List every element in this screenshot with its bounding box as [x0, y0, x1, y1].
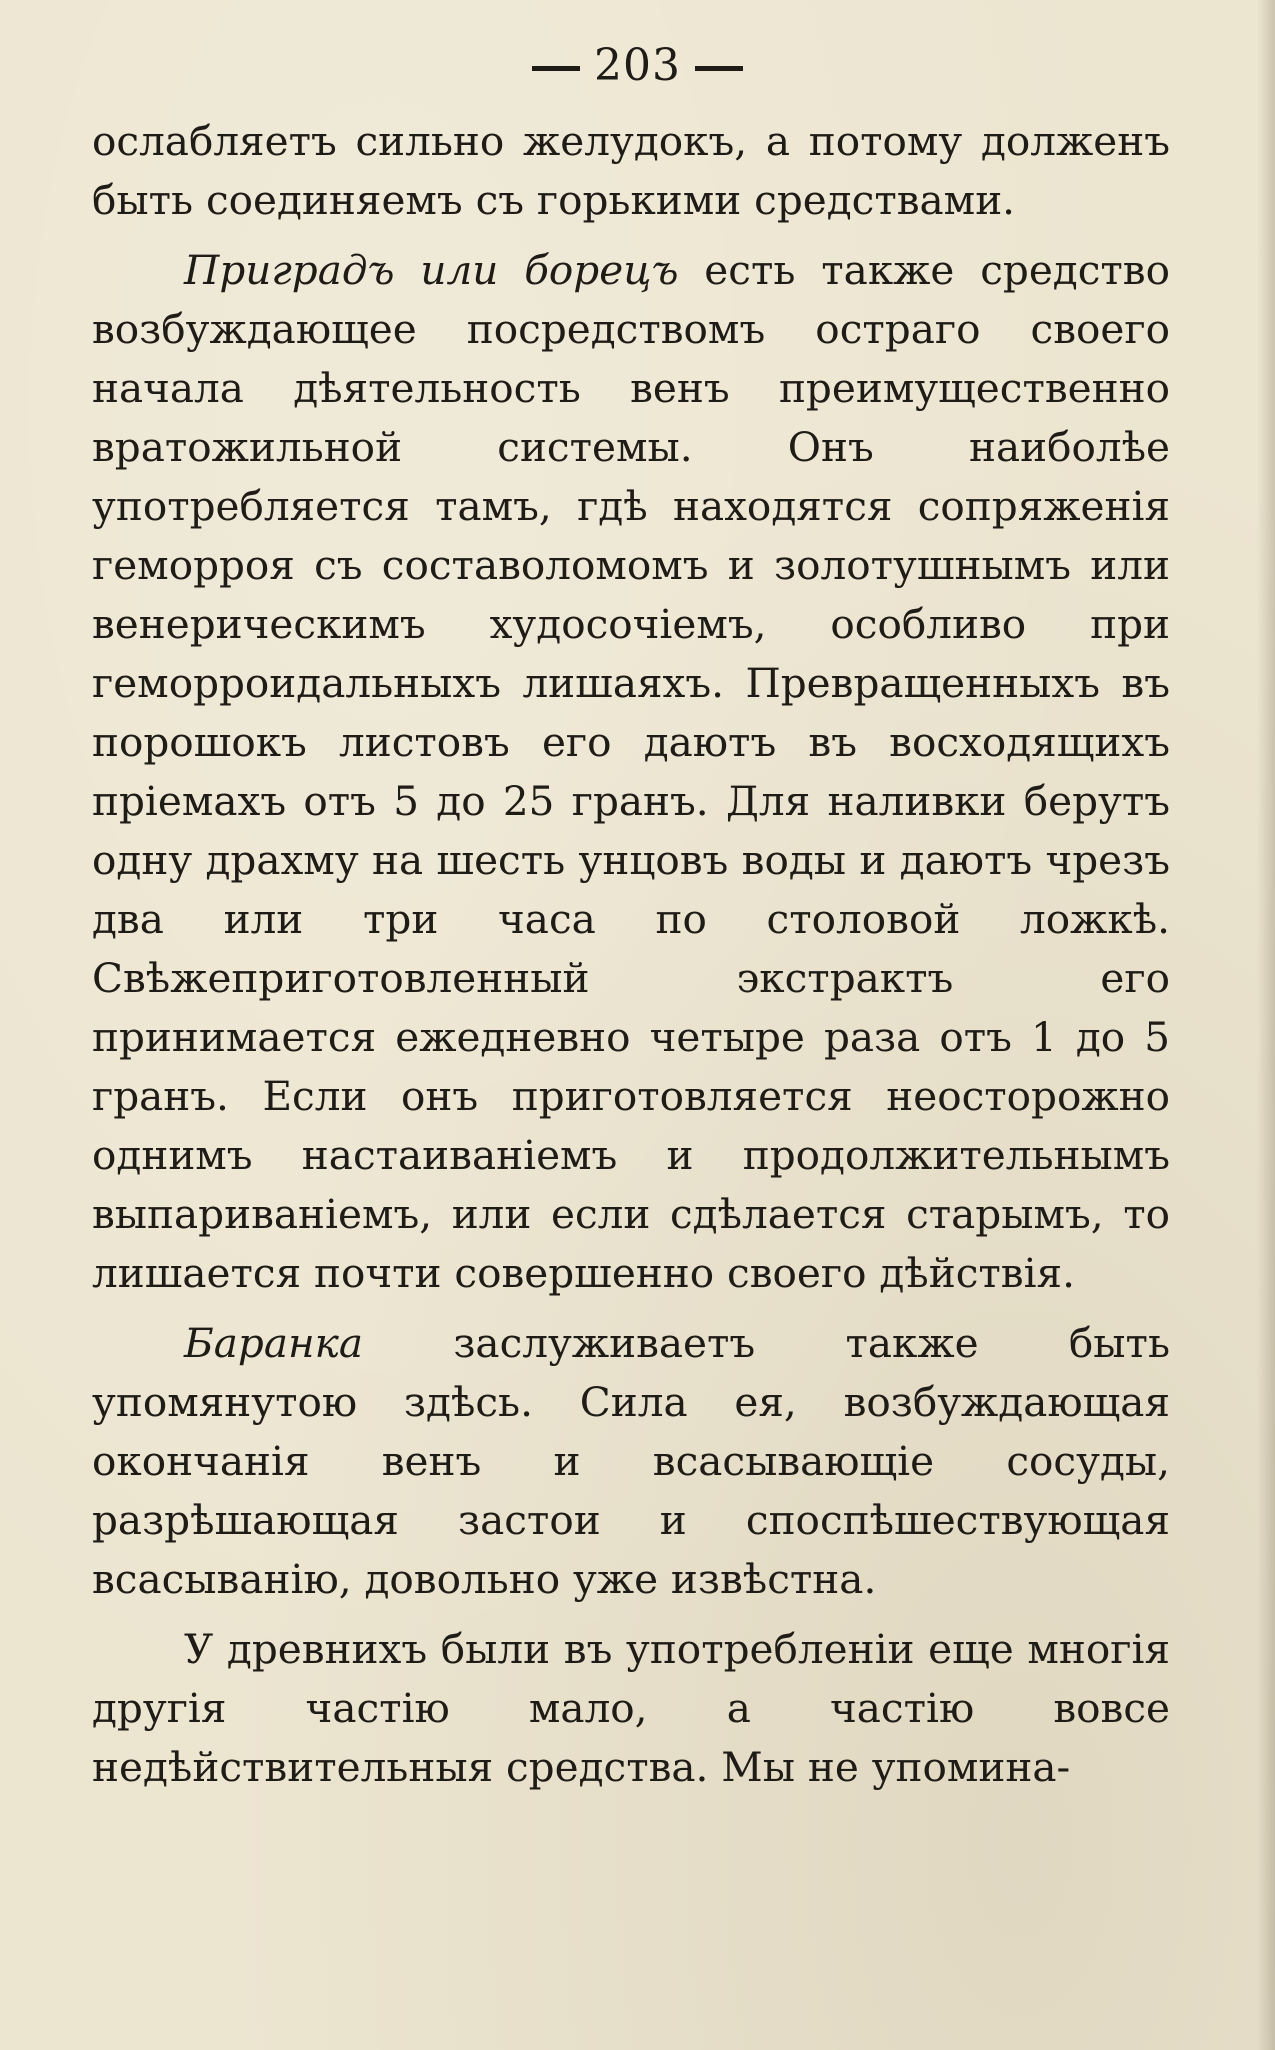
left-dash	[532, 66, 580, 71]
paragraph	[92, 1314, 1170, 1609]
paragraph-text: У древнихъ были въ употребленіи еще многія другія частію мало, а частію вовсе недѣйствительныя средства. Мы не упомина-	[92, 1625, 1170, 1791]
italic-term: Приградъ или борецъ	[184, 246, 679, 294]
italic-term: Баранка	[184, 1319, 363, 1367]
paragraph-text: есть также средство возбуждающее посредствомъ остраго своего начала дѣятельность венъ преимущественно вратожильной системы. Онъ наиболѣе употребляется тамъ, гдѣ находятся сопряженія геморроя съ составоломомъ и золотушнымъ или венерическимъ худосочіемъ, особливо при геморроидальныхъ лишаяхъ. Превращенныхъ въ порошокъ листовъ его даютъ въ восходящихъ пріемахъ отъ 5 до 25 гранъ. Для наливки берутъ одну драхму на шесть унцовъ воды и даютъ чрезъ два или три часа по столовой ложкѣ. Свѣжеприготовленный экстрактъ его принимается ежедневно четыре раза отъ 1 до 5 гранъ. Если онъ приготовляется неосторожно однимъ настаиваніемъ и продолжительнымъ выпариваніемъ, или если сдѣлается старымъ, то лишается почти совершенно своего дѣйствія.	[92, 246, 1170, 1297]
paragraph-text: ослабляетъ сильно желудокъ, а потому долженъ быть соединяемъ съ горькими средствами.	[92, 117, 1170, 224]
paragraph	[92, 112, 1170, 230]
body-text	[92, 112, 1170, 1797]
paragraph-text: заслуживаетъ также быть упомянутою здѣсь. Сила ея, возбуждающая окончанія венъ и всасывающіе сосуды, разрѣшающая застои и споспѣшествующая всасыванію, довольно уже извѣстна.	[92, 1319, 1170, 1603]
page-header	[0, 38, 1275, 94]
paragraph	[92, 241, 1170, 1303]
paragraph	[92, 1620, 1170, 1797]
page-number: 203	[594, 40, 681, 91]
right-dash	[695, 66, 743, 71]
